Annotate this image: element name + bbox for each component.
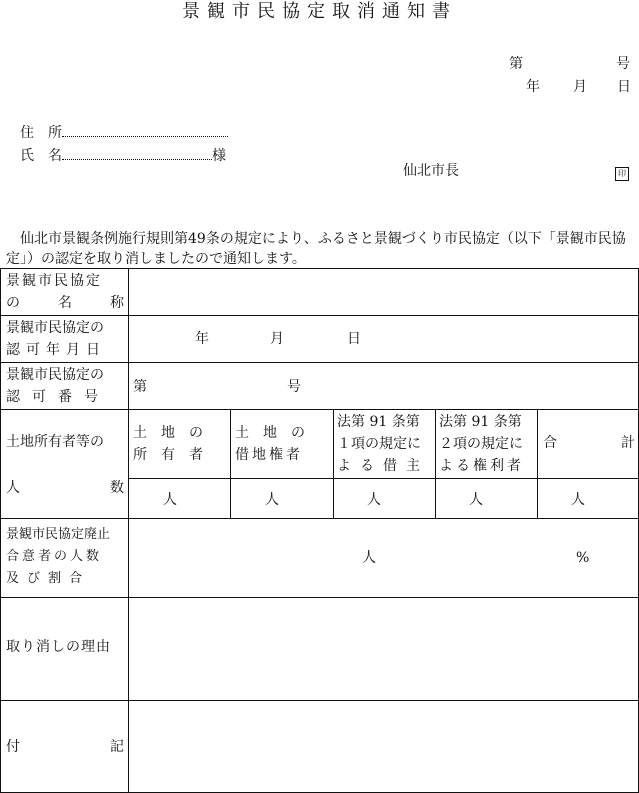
approval-day: 日 (347, 331, 361, 347)
row-name-label-line2: の 名 称 (6, 295, 124, 311)
issuer: 仙北市長 (403, 163, 459, 179)
count-total-unit: 人 (571, 492, 585, 508)
col-article2-header-line3: よる権利者 (439, 458, 524, 474)
consent-percent-unit: % (576, 550, 590, 566)
row-remarks-label: 付 記 (6, 739, 124, 755)
row-date-label (6, 317, 126, 361)
row-consent-label-line2: 合意者の人数 (6, 549, 103, 564)
row-consent-label (6, 524, 126, 590)
body-paragraph: 仙北市景観条例施行規則第49条の規定により、ふるさと景観づくり市民協定（以下「景観市民協定」）の認定を取り消しましたので通知します。 (6, 231, 626, 267)
address-dotted-field (62, 124, 228, 137)
row-number-label-line1: 景観市民協定の (6, 367, 104, 383)
address-line (20, 124, 228, 140)
col-owner-header-line2: 所 有 者 (133, 447, 203, 463)
row-name-label (6, 270, 124, 314)
col-total-header: 合 計 (543, 435, 635, 451)
approval-number-prefix: 第 (133, 379, 147, 395)
col-leaseholder-header-line1: 土 地 の (235, 425, 305, 441)
reason-field[interactable] (130, 600, 636, 698)
approval-number-suffix: 号 (287, 379, 301, 395)
col-article2-header (439, 411, 536, 477)
remarks-field[interactable] (130, 703, 636, 791)
number-prefix: 第 (509, 56, 523, 72)
col-article1-header-line2: １項の規定に (337, 436, 421, 452)
consent-person-unit: 人 (362, 550, 376, 566)
col-article1-header-line1: 法第 91 条第 (337, 414, 420, 430)
col-owner-header (133, 422, 227, 466)
col-article2-header-line2: ２項の規定に (439, 436, 523, 452)
agreement-name-field[interactable] (130, 272, 636, 312)
col-leaseholder-header (235, 422, 330, 466)
row-consent-label-line3: 及び割合 (6, 571, 91, 586)
col-article1-header-line3: よる借主 (337, 458, 429, 474)
number-suffix: 号 (616, 56, 630, 72)
name-label: 氏 名 (20, 148, 62, 164)
col-leaseholder-header-line2: 借地権者 (235, 447, 303, 463)
date-day: 日 (617, 79, 631, 95)
seal-mark (615, 165, 629, 181)
count-leaseholder-unit: 人 (265, 492, 279, 508)
col-article2-header-line1: 法第 91 条第 (439, 414, 522, 430)
row-number-label-line2: 認可番号 (6, 389, 110, 405)
name-dotted-field (62, 147, 212, 160)
col-owner-header-line1: 土 地 の (133, 425, 203, 441)
count-article2-unit: 人 (469, 492, 483, 508)
row-owners-label-line1: 土地所有者等の (6, 434, 104, 450)
document-title: 景観市民協定取消通知書 (182, 1, 457, 22)
row-owners-label-line2: 人 数 (6, 480, 124, 496)
seal-icon: 印 (615, 167, 629, 181)
col-article1-header (337, 411, 434, 477)
row-consent-label-line1: 景観市民協定廃止 (6, 527, 111, 542)
address-label: 住 所 (20, 125, 62, 141)
date-month: 月 (573, 79, 587, 95)
date-year: 年 (526, 79, 540, 95)
count-owner-unit: 人 (163, 492, 177, 508)
honorific: 様 (212, 148, 226, 164)
row-name-label-line1: 景観市民協定 (6, 273, 102, 289)
row-date-label-line1: 景観市民協定の (6, 320, 104, 336)
row-reason-label: 取り消しの理由 (6, 639, 111, 655)
approval-year: 年 (195, 331, 209, 347)
row-date-label-line2: 認可年月日 (6, 342, 106, 358)
approval-month: 月 (270, 331, 284, 347)
row-number-label (6, 364, 126, 408)
name-line (20, 147, 226, 163)
count-article1-unit: 人 (367, 492, 381, 508)
